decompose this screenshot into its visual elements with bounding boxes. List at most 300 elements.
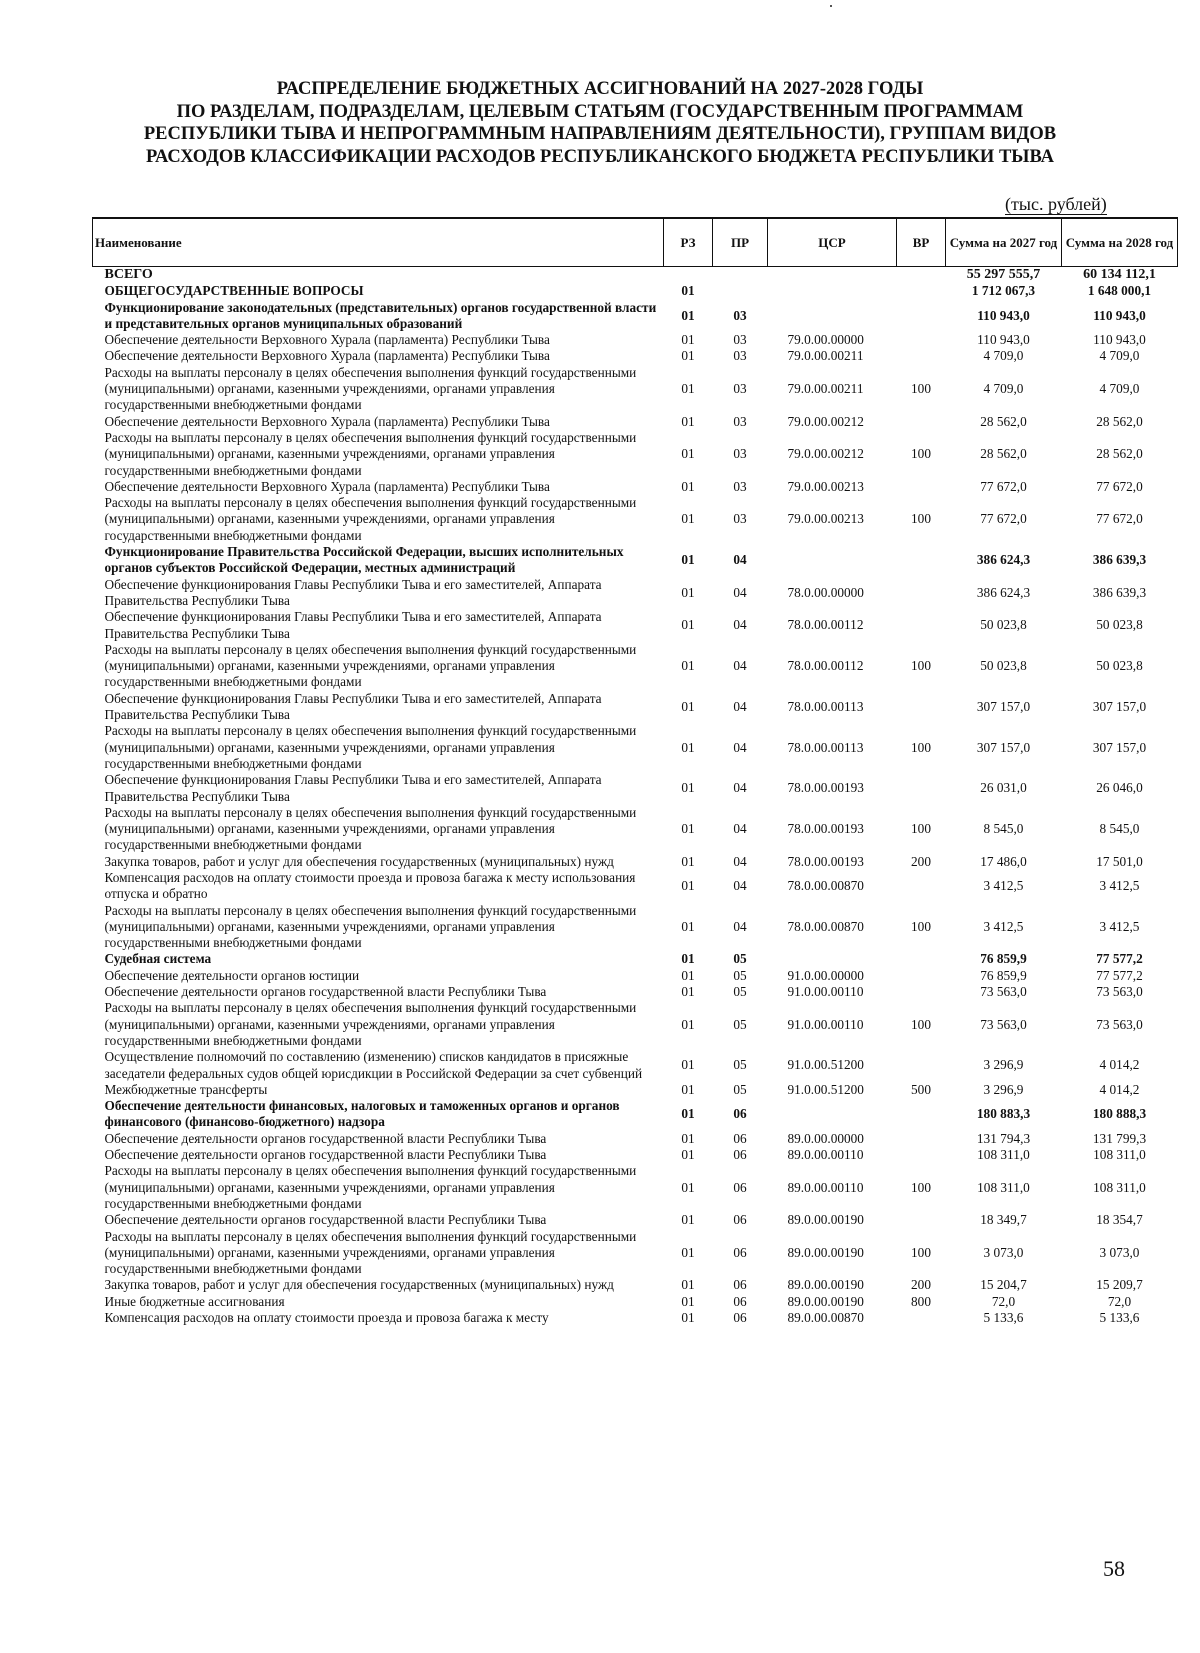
row-vr-cell xyxy=(897,1098,946,1131)
row-csr-cell: 79.0.00.00212 xyxy=(787,413,864,429)
row-sum-2027-cell: 4 709,0 xyxy=(983,348,1024,364)
row-csr-cell: 79.0.00.00000 xyxy=(787,332,864,348)
row-csr-cell: 78.0.00.00193 xyxy=(787,780,864,796)
row-sum-2027-cell: 50 023,8 xyxy=(980,617,1027,633)
table-row xyxy=(93,479,1178,495)
row-sum-2027-cell: 108 311,0 xyxy=(977,1147,1030,1163)
row-sum-2028-cell: 4 014,2 xyxy=(1099,1081,1140,1097)
row-csr-cell: 78.0.00.00112 xyxy=(787,617,864,633)
row-sum-2028-cell: 17 501,0 xyxy=(1096,853,1143,869)
row-sum-2028-cell: 28 562,0 xyxy=(1096,413,1143,429)
header-sum-2027: Сумма на 2027 год xyxy=(946,218,1062,267)
row-pr-cell xyxy=(713,283,768,299)
row-rz-cell: 01 xyxy=(681,381,695,397)
row-name-cell: Обеспечение деятельности Верховного Хурала (парламента) Республики Тыва xyxy=(104,332,550,348)
row-sum-2028-cell: 77 672,0 xyxy=(1096,478,1143,494)
row-pr-cell: 03 xyxy=(733,332,747,348)
row-vr-cell: 100 xyxy=(911,918,931,934)
row-sum-2028-cell: 5 133,6 xyxy=(1099,1310,1140,1325)
row-csr-cell xyxy=(768,283,897,299)
row-csr-cell: 89.0.00.00190 xyxy=(787,1293,864,1309)
row-name-cell: Расходы на выплаты персоналу в целях обеспечения выполнения функций государственными (муниципальными) органами, казенными учреждениями, органами управления государственными внебюджетными фондами xyxy=(104,723,637,771)
row-sum-2027-cell: 307 157,0 xyxy=(976,739,1031,755)
row-rz-cell: 01 xyxy=(681,739,695,755)
row-sum-2028-cell: 77 577,2 xyxy=(1096,951,1143,967)
header-pr: ПР xyxy=(713,218,768,267)
table-row xyxy=(93,430,1178,479)
row-name-cell: ВСЕГО xyxy=(104,267,153,282)
row-sum-2027-cell: 55 297 555,7 xyxy=(966,267,1041,282)
row-name-cell: Обеспечение деятельности финансовых, налоговых и таможенных органов и органов финансового (финансово-бюджетного) надзора xyxy=(104,1098,620,1130)
row-pr-cell: 04 xyxy=(733,617,747,633)
row-vr-cell xyxy=(897,951,946,967)
row-sum-2027-cell: 76 859,9 xyxy=(980,967,1027,983)
row-sum-2027-cell: 72,0 xyxy=(991,1293,1016,1309)
row-pr-cell: 04 xyxy=(733,552,747,568)
row-rz-cell: 01 xyxy=(681,1130,695,1146)
row-sum-2027-cell: 77 672,0 xyxy=(980,478,1027,494)
table-row xyxy=(93,691,1178,724)
table-row xyxy=(93,1147,1178,1163)
table-row xyxy=(93,903,1178,952)
row-sum-2027-cell: 3 296,9 xyxy=(983,1081,1024,1097)
table-row xyxy=(93,1082,1178,1098)
row-name-cell: Обеспечение функционирования Главы Республики Тыва и его заместителей, Аппарата Правительства Республики Тыва xyxy=(104,576,602,608)
row-sum-2028-cell: 307 157,0 xyxy=(1092,739,1147,755)
row-csr-cell: 79.0.00.00211 xyxy=(787,348,864,364)
row-sum-2027-cell: 180 883,3 xyxy=(976,1106,1031,1122)
table-row xyxy=(93,300,1178,333)
row-csr-cell: 79.0.00.00213 xyxy=(787,478,864,494)
row-vr-cell xyxy=(897,1212,946,1228)
row-rz-cell: 01 xyxy=(681,413,695,429)
row-sum-2027-cell: 3 296,9 xyxy=(983,1057,1024,1073)
row-sum-2027-cell: 15 204,7 xyxy=(980,1277,1027,1293)
row-sum-2027-cell: 76 859,9 xyxy=(980,951,1027,967)
row-vr-cell xyxy=(897,1147,946,1163)
row-rz-cell: 01 xyxy=(681,878,695,894)
row-sum-2028-cell: 108 311,0 xyxy=(1093,1147,1146,1163)
row-vr-cell: 100 xyxy=(911,739,931,755)
row-pr-cell: 06 xyxy=(733,1277,747,1293)
row-pr-cell: 06 xyxy=(733,1244,747,1260)
row-sum-2028-cell: 110 943,0 xyxy=(1093,332,1146,348)
row-vr-cell xyxy=(897,1310,946,1326)
row-csr-cell: 78.0.00.00870 xyxy=(787,878,864,894)
scan-speck xyxy=(830,5,832,7)
row-rz-cell: 01 xyxy=(681,1179,695,1195)
row-csr-cell: 79.0.00.00211 xyxy=(787,381,864,397)
row-sum-2028-cell: 4 014,2 xyxy=(1099,1057,1140,1073)
row-csr-cell: 78.0.00.00113 xyxy=(787,698,864,714)
row-rz-cell: 01 xyxy=(681,853,695,869)
row-csr-cell xyxy=(768,544,897,577)
row-sum-2028-cell: 50 023,8 xyxy=(1096,658,1143,674)
row-vr-cell: 100 xyxy=(911,1244,931,1260)
row-sum-2028-cell: 108 311,0 xyxy=(1093,1179,1146,1195)
title-line-3: РЕСПУБЛИКИ ТЫВА И НЕПРОГРАММНЫМ НАПРАВЛЕНИЯМ ДЕЯТЕЛЬНОСТИ), ГРУППАМ ВИДОВ xyxy=(143,124,1057,144)
table-row xyxy=(93,1212,1178,1228)
row-sum-2027-cell: 26 031,0 xyxy=(980,780,1027,796)
row-sum-2028-cell: 4 709,0 xyxy=(1099,381,1140,397)
row-rz-cell: 01 xyxy=(681,1016,695,1032)
table-header-row xyxy=(93,218,1178,267)
table-row xyxy=(93,609,1178,642)
row-rz-cell xyxy=(664,267,713,284)
budget-table xyxy=(92,217,1174,1326)
table-row xyxy=(93,1277,1178,1293)
row-sum-2027-cell: 18 349,7 xyxy=(980,1212,1027,1228)
row-vr-cell xyxy=(897,283,946,299)
row-sum-2028-cell: 28 562,0 xyxy=(1096,446,1143,462)
row-sum-2027-cell: 386 624,3 xyxy=(976,584,1031,600)
row-sum-2028-cell: 8 545,0 xyxy=(1099,821,1140,837)
table-body xyxy=(93,267,1178,1327)
row-sum-2028-cell: 77 672,0 xyxy=(1096,511,1143,527)
row-rz-cell: 01 xyxy=(681,984,695,1000)
table-row xyxy=(93,1000,1178,1049)
row-name-cell: Обеспечение функционирования Главы Республики Тыва и его заместителей, Аппарата Правительства Республики Тыва xyxy=(104,609,602,641)
row-pr-cell: 05 xyxy=(733,967,747,983)
row-csr-cell: 91.0.00.51200 xyxy=(787,1081,864,1097)
row-pr-cell: 05 xyxy=(733,1081,747,1097)
row-pr-cell: 04 xyxy=(733,780,747,796)
row-name-cell: Обеспечение функционирования Главы Республики Тыва и его заместителей, Аппарата Правительства Республики Тыва xyxy=(104,690,602,723)
title-line-2: ПО РАЗДЕЛАМ, ПОДРАЗДЕЛАМ, ЦЕЛЕВЫМ СТАТЬЯМ (ГОСУДАРСТВЕННЫМ ПРОГРАММАМ xyxy=(176,101,1024,122)
row-name-cell: Обеспечение деятельности Верховного Хурала (парламента) Республики Тыва xyxy=(104,478,550,494)
row-name-cell: Компенсация расходов на оплату стоимости проезда и провоза багажа к месту использования отпуска и обратно xyxy=(104,869,636,902)
row-name-cell: Закупка товаров, работ и услуг для обеспечения государственных (муниципальных) нужд xyxy=(104,853,614,869)
row-name-cell: Осуществление полномочий по составлению (изменению) списков кандидатов в присяжные заседатели федеральных судов общей юрисдикции в Российской Федерации за счет субвенций xyxy=(104,1049,643,1081)
row-csr-cell: 79.0.00.00213 xyxy=(787,511,864,527)
row-vr-cell: 800 xyxy=(911,1293,931,1309)
row-sum-2027-cell: 17 486,0 xyxy=(980,853,1027,869)
row-sum-2027-cell: 386 624,3 xyxy=(976,552,1031,568)
title-line-4: РАСХОДОВ КЛАССИФИКАЦИИ РАСХОДОВ РЕСПУБЛИКАНСКОГО БЮДЖЕТА РЕСПУБЛИКИ ТЫВА xyxy=(146,146,1054,167)
row-vr-cell: 100 xyxy=(911,446,931,462)
row-csr-cell: 79.0.00.00212 xyxy=(787,446,864,462)
row-name-cell: Закупка товаров, работ и услуг для обеспечения государственных (муниципальных) нужд xyxy=(104,1277,614,1293)
row-sum-2027-cell: 8 545,0 xyxy=(983,821,1024,837)
row-pr-cell: 04 xyxy=(733,878,747,894)
row-vr-cell: 200 xyxy=(911,853,931,869)
row-sum-2027-cell: 110 943,0 xyxy=(977,307,1030,323)
row-sum-2028-cell: 131 799,3 xyxy=(1092,1130,1147,1146)
row-sum-2027-cell: 110 943,0 xyxy=(977,332,1030,348)
table-row xyxy=(93,414,1178,430)
page-number: 58 xyxy=(1103,1556,1125,1581)
row-vr-cell xyxy=(897,577,946,610)
document-title xyxy=(0,78,1200,168)
row-name-cell: Расходы на выплаты персоналу в целях обеспечения выполнения функций государственными (муниципальными) органами, казенными учреждениями, органами управления государственными внебюджетными фондами xyxy=(104,1000,637,1048)
row-pr-cell: 04 xyxy=(733,698,747,714)
units-label: (тыс. рублей) xyxy=(1005,194,1107,214)
row-rz-cell: 01 xyxy=(681,283,695,299)
row-sum-2027-cell: 3 412,5 xyxy=(983,878,1024,894)
row-vr-cell xyxy=(897,1049,946,1082)
row-vr-cell xyxy=(897,609,946,642)
row-name-cell: Межбюджетные трансферты xyxy=(104,1081,268,1097)
row-vr-cell xyxy=(897,267,946,284)
row-sum-2027-cell: 77 672,0 xyxy=(980,511,1027,527)
row-sum-2028-cell: 18 354,7 xyxy=(1096,1212,1143,1228)
row-pr-cell: 03 xyxy=(733,446,747,462)
row-pr-cell: 04 xyxy=(733,853,747,869)
row-vr-cell xyxy=(897,1131,946,1147)
row-rz-cell: 01 xyxy=(681,1310,695,1325)
row-name-cell: Обеспечение деятельности органов государственной власти Республики Тыва xyxy=(104,1212,547,1228)
table-row xyxy=(93,1131,1178,1147)
row-csr-cell: 89.0.00.00870 xyxy=(787,1310,864,1325)
row-pr-cell: 05 xyxy=(733,984,747,1000)
row-name-cell: Расходы на выплаты персоналу в целях обеспечения выполнения функций государственными (муниципальными) органами, казенными учреждениями, органами управления государственными внебюджетными фондами xyxy=(104,804,637,853)
row-pr-cell: 04 xyxy=(733,584,747,600)
table-row xyxy=(93,348,1178,364)
header-sum-2028: Сумма на 2028 год xyxy=(1062,218,1178,267)
row-csr-cell: 91.0.00.00000 xyxy=(787,967,864,983)
row-pr-cell: 03 xyxy=(733,478,747,494)
table-row xyxy=(93,1163,1178,1212)
row-sum-2028-cell: 72,0 xyxy=(1107,1293,1132,1309)
row-pr-cell: 03 xyxy=(733,511,747,527)
row-name-cell: Расходы на выплаты персоналу в целях обеспечения выполнения функций государственными (муниципальными) органами, казенными учреждениями, органами управления государственными внебюджетными фондами xyxy=(104,429,637,478)
row-pr-cell: 04 xyxy=(733,658,747,674)
row-pr-cell: 05 xyxy=(733,1016,747,1032)
table-row xyxy=(93,723,1178,772)
row-vr-cell xyxy=(897,348,946,364)
row-rz-cell: 01 xyxy=(681,1293,695,1309)
row-vr-cell: 100 xyxy=(911,1016,931,1032)
row-vr-cell: 100 xyxy=(911,658,931,674)
row-name-cell: Обеспечение деятельности органов государственной власти Республики Тыва xyxy=(104,1130,547,1146)
row-csr-cell: 91.0.00.51200 xyxy=(787,1057,864,1073)
row-vr-cell: 200 xyxy=(911,1277,931,1293)
row-rz-cell: 01 xyxy=(681,1081,695,1097)
header-vr: ВР xyxy=(897,218,946,267)
row-csr-cell: 89.0.00.00190 xyxy=(787,1212,864,1228)
row-csr-cell: 78.0.00.00112 xyxy=(787,658,864,674)
row-sum-2028-cell: 50 023,8 xyxy=(1096,617,1143,633)
row-vr-cell xyxy=(897,968,946,984)
row-csr-cell xyxy=(768,267,897,284)
row-name-cell: Функционирование законодательных (представительных) органов государственной власти и представительных органов муниципальных образований xyxy=(104,299,657,331)
row-sum-2028-cell: 4 709,0 xyxy=(1099,348,1140,364)
row-sum-2028-cell: 386 639,3 xyxy=(1092,584,1147,600)
row-pr-cell: 04 xyxy=(733,918,747,934)
row-pr-cell: 05 xyxy=(733,1057,747,1073)
row-name-cell: Обеспечение деятельности Верховного Хурала (парламента) Республики Тыва xyxy=(104,413,550,429)
row-name-cell: Расходы на выплаты персоналу в целях обеспечения выполнения функций государственными (муниципальными) органами, казенными учреждениями, органами управления государственными внебюджетными фондами xyxy=(104,495,637,543)
row-pr-cell: 06 xyxy=(733,1179,747,1195)
row-sum-2027-cell: 1 712 067,3 xyxy=(971,283,1036,299)
table-row xyxy=(93,805,1178,854)
row-pr-cell: 03 xyxy=(733,413,747,429)
table-row xyxy=(93,1049,1178,1082)
table-row xyxy=(93,495,1178,544)
row-pr-cell: 06 xyxy=(733,1212,747,1228)
row-sum-2028-cell: 77 577,2 xyxy=(1096,967,1143,983)
row-sum-2028-cell: 73 563,0 xyxy=(1096,984,1143,1000)
row-rz-cell: 01 xyxy=(681,1057,695,1073)
row-sum-2027-cell: 108 311,0 xyxy=(977,1179,1030,1195)
table-row xyxy=(93,1310,1178,1326)
row-sum-2027-cell: 5 133,6 xyxy=(983,1310,1024,1325)
row-rz-cell: 01 xyxy=(681,348,695,364)
table-row xyxy=(93,642,1178,691)
row-csr-cell: 78.0.00.00000 xyxy=(787,584,864,600)
row-pr-cell xyxy=(713,267,768,284)
row-name-cell: Компенсация расходов на оплату стоимости проезда и провоза багажа к месту xyxy=(104,1310,549,1325)
row-rz-cell: 01 xyxy=(681,967,695,983)
row-rz-cell: 01 xyxy=(681,511,695,527)
row-rz-cell: 01 xyxy=(681,1106,695,1122)
row-csr-cell: 89.0.00.00110 xyxy=(787,1147,864,1163)
row-csr-cell: 91.0.00.00110 xyxy=(787,984,864,1000)
row-rz-cell: 01 xyxy=(681,617,695,633)
row-csr-cell: 89.0.00.00190 xyxy=(787,1277,864,1293)
row-rz-cell: 01 xyxy=(681,552,695,568)
row-csr-cell xyxy=(768,300,897,333)
row-rz-cell: 01 xyxy=(681,1147,695,1163)
row-name-cell: Расходы на выплаты персоналу в целях обеспечения выполнения функций государственными (муниципальными) органами, казенными учреждениями, органами управления государственными внебюджетными фондами xyxy=(104,641,637,690)
row-name-cell: Расходы на выплаты персоналу в целях обеспечения выполнения функций государственными (муниципальными) органами, казенными учреждениями, органами управления государственными внебюджетными фондами xyxy=(104,364,637,413)
row-pr-cell: 06 xyxy=(733,1310,747,1325)
table-row xyxy=(93,1229,1178,1278)
table-row xyxy=(93,283,1178,299)
row-sum-2027-cell: 73 563,0 xyxy=(980,984,1027,1000)
row-name-cell: Обеспечение деятельности органов юстиции xyxy=(104,967,360,983)
row-name-cell: Расходы на выплаты персоналу в целях обеспечения выполнения функций государственными (муниципальными) органами, казенными учреждениями, органами управления государственными внебюджетными фондами xyxy=(104,902,637,951)
row-sum-2027-cell: 131 794,3 xyxy=(976,1130,1031,1146)
row-sum-2028-cell: 3 412,5 xyxy=(1099,878,1140,894)
row-name-cell: Обеспечение деятельности органов государственной власти Республики Тыва xyxy=(104,984,547,1000)
table-row xyxy=(93,1098,1178,1131)
header-name: Наименование xyxy=(93,218,664,267)
row-name-cell: Обеспечение деятельности органов государственной власти Республики Тыва xyxy=(104,1147,547,1163)
row-rz-cell: 01 xyxy=(681,918,695,934)
row-sum-2028-cell: 60 134 112,1 xyxy=(1083,267,1156,282)
row-pr-cell: 04 xyxy=(733,739,747,755)
row-rz-cell: 01 xyxy=(681,951,695,967)
row-sum-2027-cell: 307 157,0 xyxy=(976,698,1031,714)
table-row xyxy=(93,577,1178,610)
row-pr-cell: 06 xyxy=(733,1293,747,1309)
row-rz-cell: 01 xyxy=(681,478,695,494)
row-pr-cell: 06 xyxy=(733,1106,747,1122)
row-vr-cell xyxy=(897,772,946,805)
row-sum-2027-cell: 50 023,8 xyxy=(980,658,1027,674)
row-csr-cell: 78.0.00.00870 xyxy=(787,918,864,934)
row-name-cell: Иные бюджетные ассигнования xyxy=(104,1293,285,1309)
row-sum-2028-cell: 110 943,0 xyxy=(1093,307,1146,323)
row-sum-2027-cell: 4 709,0 xyxy=(983,381,1024,397)
row-name-cell: Расходы на выплаты персоналу в целях обеспечения выполнения функций государственными (муниципальными) органами, казенными учреждениями, органами управления государственными внебюджетными фондами xyxy=(104,1163,637,1211)
row-sum-2028-cell: 3 073,0 xyxy=(1099,1244,1140,1260)
row-csr-cell: 89.0.00.00190 xyxy=(787,1244,864,1260)
table-row xyxy=(93,544,1178,577)
row-rz-cell: 01 xyxy=(681,658,695,674)
row-name-cell: Судебная система xyxy=(104,951,212,967)
row-csr-cell: 78.0.00.00193 xyxy=(787,821,864,837)
row-sum-2028-cell: 1 648 000,1 xyxy=(1087,283,1152,299)
row-rz-cell: 01 xyxy=(681,332,695,348)
row-vr-cell: 100 xyxy=(911,1179,931,1195)
row-sum-2028-cell: 180 888,3 xyxy=(1092,1106,1147,1122)
row-vr-cell: 100 xyxy=(911,381,931,397)
row-csr-cell: 91.0.00.00110 xyxy=(787,1016,864,1032)
row-name-cell: Обеспечение деятельности Верховного Хурала (парламента) Республики Тыва xyxy=(104,348,550,364)
table-row xyxy=(93,772,1178,805)
row-pr-cell: 03 xyxy=(733,381,747,397)
row-vr-cell xyxy=(897,300,946,333)
row-vr-cell xyxy=(897,984,946,1000)
row-pr-cell: 04 xyxy=(733,821,747,837)
row-vr-cell: 100 xyxy=(911,821,931,837)
row-vr-cell xyxy=(897,479,946,495)
row-rz-cell: 01 xyxy=(681,821,695,837)
row-csr-cell: 89.0.00.00110 xyxy=(787,1179,864,1195)
table-row xyxy=(93,267,1178,284)
row-name-cell: Расходы на выплаты персоналу в целях обеспечения выполнения функций государственными (муниципальными) органами, казенными учреждениями, органами управления государственными внебюджетными фондами xyxy=(104,1228,637,1277)
table-row xyxy=(93,984,1178,1000)
row-vr-cell xyxy=(897,870,946,903)
row-pr-cell: 03 xyxy=(733,348,747,364)
row-vr-cell xyxy=(897,414,946,430)
row-vr-cell xyxy=(897,332,946,348)
row-sum-2027-cell: 73 563,0 xyxy=(980,1016,1027,1032)
row-sum-2027-cell: 28 562,0 xyxy=(980,413,1027,429)
row-sum-2028-cell: 307 157,0 xyxy=(1092,698,1147,714)
row-vr-cell: 500 xyxy=(911,1081,931,1097)
table-row xyxy=(93,1294,1178,1310)
row-sum-2027-cell: 28 562,0 xyxy=(980,446,1027,462)
row-rz-cell: 01 xyxy=(681,698,695,714)
row-csr-cell xyxy=(768,951,897,967)
row-csr-cell: 78.0.00.00193 xyxy=(787,853,864,869)
table-row xyxy=(93,951,1178,967)
row-rz-cell: 01 xyxy=(681,1212,695,1228)
row-rz-cell: 01 xyxy=(681,307,695,323)
row-pr-cell: 06 xyxy=(733,1130,747,1146)
row-vr-cell xyxy=(897,691,946,724)
row-sum-2028-cell: 3 412,5 xyxy=(1099,918,1140,934)
row-sum-2028-cell: 73 563,0 xyxy=(1096,1016,1143,1032)
row-csr-cell: 89.0.00.00000 xyxy=(787,1130,864,1146)
table-row xyxy=(93,332,1178,348)
row-sum-2028-cell: 26 046,0 xyxy=(1096,780,1143,796)
row-pr-cell: 05 xyxy=(733,951,747,967)
header-csr: ЦСР xyxy=(768,218,897,267)
row-pr-cell: 06 xyxy=(733,1147,747,1163)
row-rz-cell: 01 xyxy=(681,446,695,462)
table-row xyxy=(93,365,1178,414)
title-line-1: РАСПРЕДЕЛЕНИЕ БЮДЖЕТНЫХ АССИГНОВАНИЙ НА 2027-2028 ГОДЫ xyxy=(276,79,924,99)
row-rz-cell: 01 xyxy=(681,780,695,796)
row-sum-2028-cell: 15 209,7 xyxy=(1096,1277,1143,1293)
row-name-cell: Функционирование Правительства Российской Федерации, высших исполнительных органов субъектов Российской Федерации, местных администраций xyxy=(104,544,624,576)
row-rz-cell: 01 xyxy=(681,1244,695,1260)
row-sum-2028-cell: 386 639,3 xyxy=(1092,552,1147,568)
table-row xyxy=(93,968,1178,984)
row-sum-2027-cell: 3 412,5 xyxy=(983,918,1024,934)
row-name-cell: Обеспечение функционирования Главы Республики Тыва и его заместителей, Аппарата Правительства Республики Тыва xyxy=(104,772,602,804)
row-name-cell: ОБЩЕГОСУДАРСТВЕННЫЕ ВОПРОСЫ xyxy=(104,283,364,299)
row-pr-cell: 03 xyxy=(733,307,747,323)
table-row xyxy=(93,854,1178,870)
row-vr-cell: 100 xyxy=(911,511,931,527)
row-sum-2027-cell: 3 073,0 xyxy=(983,1244,1024,1260)
row-rz-cell: 01 xyxy=(681,1277,695,1293)
